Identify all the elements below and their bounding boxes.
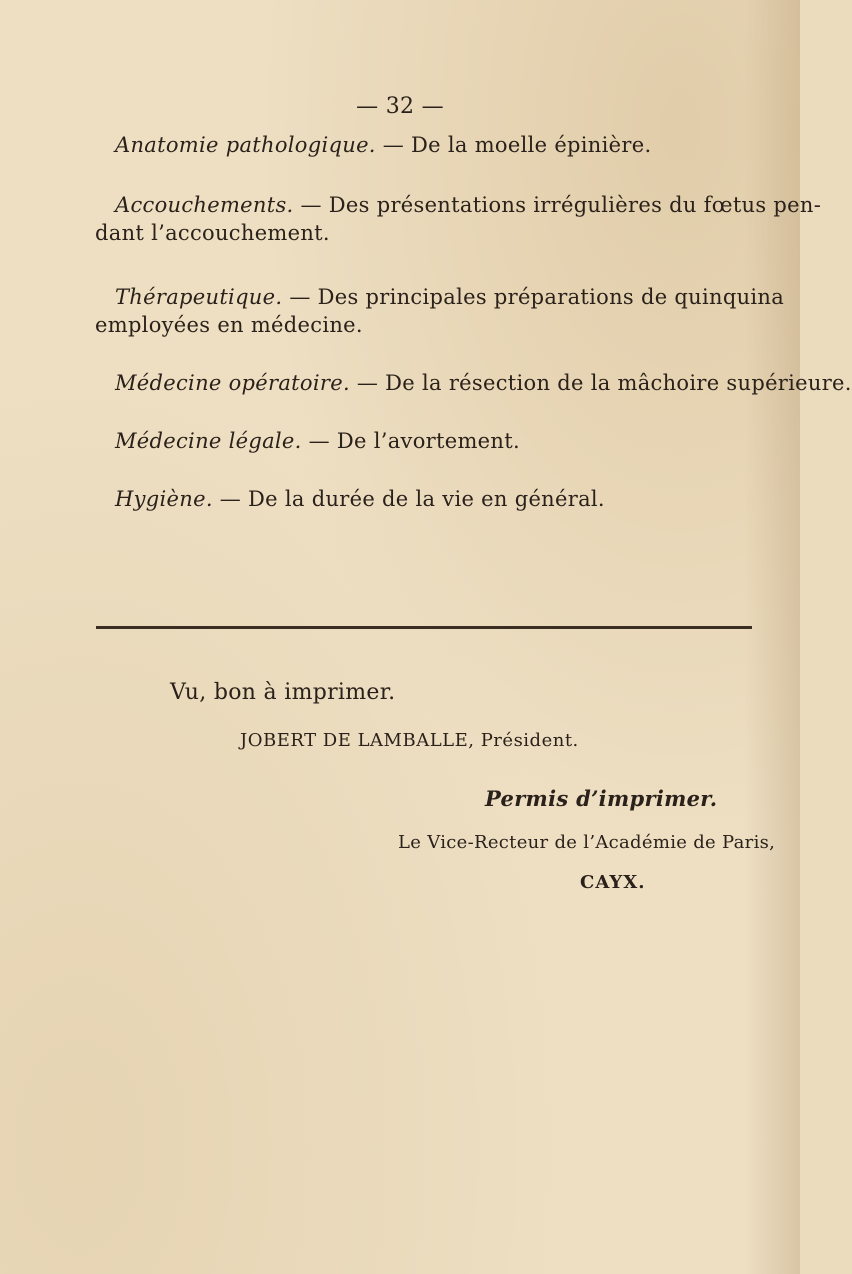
entry-accouchements xyxy=(95,192,822,245)
entry-therapeutique xyxy=(95,284,785,337)
approval-vu: Vu, bon à imprimer. xyxy=(170,680,396,705)
entry-subject: Médecine légale. xyxy=(115,429,302,453)
entry-continuation: dant l’accouchement. xyxy=(95,221,330,245)
entry-continuation: employées en médecine. xyxy=(95,313,363,337)
entry-hygiene xyxy=(115,486,765,512)
entry-medecine-legale xyxy=(115,428,765,454)
entry-anatomie xyxy=(115,132,765,158)
approval-signature: CAYX. xyxy=(580,872,646,893)
entry-text: — De la résection de la mâchoire supérieure. xyxy=(349,371,852,395)
entry-text: — De l’avortement. xyxy=(301,429,520,453)
entry-text: — Des principales préparations de quinquina xyxy=(282,285,785,309)
entry-subject: Thérapeutique. xyxy=(115,285,283,309)
approval-permis: Permis d’imprimer. xyxy=(485,786,718,811)
entry-subject: Hygiène. xyxy=(115,487,213,511)
entry-subject: Anatomie pathologique. xyxy=(115,133,376,157)
entry-medecine-operatoire xyxy=(115,370,852,396)
approval-recteur: Le Vice-Recteur de l’Académie de Paris, xyxy=(398,832,776,853)
entry-text: — Des présentations irrégulières du fœtus pen- xyxy=(293,193,822,217)
approval-president: JOBERT DE LAMBALLE, Président. xyxy=(240,730,579,751)
section-divider xyxy=(96,626,752,629)
entry-text: — De la durée de la vie en général. xyxy=(212,487,605,511)
entry-text: — De la moelle épinière. xyxy=(375,133,652,157)
entry-subject: Accouchements. xyxy=(115,193,294,217)
page-number: — 32 — xyxy=(356,94,444,119)
entry-subject: Médecine opératoire. xyxy=(115,371,350,395)
